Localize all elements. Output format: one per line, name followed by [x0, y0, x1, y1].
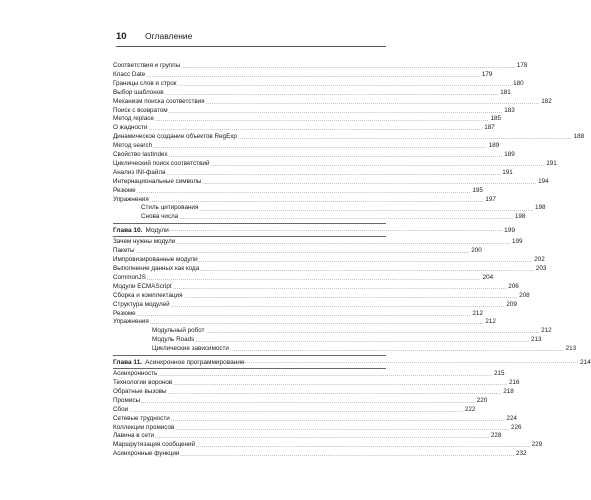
dot-leader: ........................................................................................................................................................................ [244, 359, 579, 366]
entry-title: Асинхронность [113, 370, 158, 378]
running-header [116, 31, 386, 47]
entry-title: Маршрутизация сообщений [113, 441, 195, 449]
toc-entry[interactable] [113, 195, 496, 205]
dot-leader: ........................................................................................................................................................................ [180, 452, 515, 459]
entry-title: Коллекции промисов [113, 423, 175, 431]
entry-page-number: 232 [516, 450, 527, 458]
dot-leader: ........................................................................................................................................................................ [166, 170, 501, 177]
chapter-title: Модули [145, 226, 169, 234]
entry-title: Метод search [113, 142, 153, 150]
entry-page-number: 194 [538, 177, 549, 185]
entry-title: Обратные вызовы [113, 387, 167, 395]
entry-page-number: 198 [514, 213, 526, 221]
toc-chapter[interactable] [113, 355, 591, 369]
entry-title: Метод replace [113, 115, 154, 123]
entry-title: Сбои [113, 405, 129, 413]
entry-title: Циклические зависимости [152, 345, 229, 353]
dot-leader: ........................................................................................................................................................................ [175, 425, 510, 432]
entry-page-number: 199 [511, 238, 523, 246]
entry-page-number: 202 [534, 256, 545, 264]
entry-page-number: 228 [490, 432, 502, 440]
dot-leader: ........................................................................................................................................................................ [136, 188, 471, 195]
entry-title: Модули ECMAScript [113, 282, 172, 290]
entry-page-number: 183 [504, 106, 515, 114]
entry-page-number: 191 [546, 159, 557, 167]
entry-title: Асинхронные функции [113, 450, 180, 458]
entry-title: Динамическое создание объектов RegExp [113, 133, 237, 141]
entry-page-number: 189 [504, 151, 515, 159]
dot-leader: ........................................................................................................................................................................ [181, 64, 516, 70]
entry-page-number: 206 [508, 282, 519, 290]
entry-title: CommonJS [113, 273, 146, 281]
dot-leader: ........................................................................................................................................................................ [179, 215, 514, 222]
dot-leader: ........................................................................................................................................................................ [173, 381, 508, 387]
dot-leader: ........................................................................................................................................................................ [172, 284, 507, 291]
entry-title: Сетевые трудности [113, 414, 170, 422]
toc-entry[interactable] [113, 159, 557, 169]
toc-entry[interactable] [113, 405, 476, 415]
dot-leader: ........................................................................................................................................................................ [237, 135, 573, 142]
toc-entry[interactable] [113, 61, 528, 71]
toc-entry[interactable] [113, 186, 483, 196]
entry-title: Резюме [113, 309, 136, 317]
entry-page-number: 182 [541, 97, 552, 105]
entry-title: Интернациональные символы [113, 177, 202, 185]
entry-title: Соответствия и группы [113, 61, 181, 69]
entry-title: Поиск с возвратом [113, 106, 168, 114]
dot-leader: ........................................................................................................................................................................ [183, 293, 518, 300]
entry-page-number: 179 [481, 70, 493, 78]
toc-entry[interactable] [113, 142, 500, 151]
entry-title: Импровизированные модули [113, 256, 198, 264]
dot-leader: ........................................................................................................................................................................ [148, 126, 483, 133]
dot-leader: ........................................................................................................................................................................ [170, 416, 505, 423]
entry-title: Выбор шаблонов [113, 88, 164, 96]
entry-title: Зачем нужны модули [113, 238, 176, 246]
dot-leader: ........................................................................................................................................................................ [168, 227, 503, 234]
entry-page-number: 180 [513, 79, 524, 87]
toc-entry[interactable] [113, 300, 517, 310]
entry-page-number: 191 [502, 168, 513, 176]
toc-entry[interactable] [113, 238, 523, 247]
dot-leader: ........................................................................................................................................................................ [135, 249, 470, 256]
toc-entry[interactable] [113, 79, 524, 89]
toc-entry[interactable] [113, 450, 527, 459]
toc-chapter[interactable] [113, 223, 515, 237]
toc-entry[interactable] [113, 115, 502, 124]
toc-entry[interactable] [113, 70, 493, 80]
table-of-contents [113, 61, 591, 459]
toc-entry[interactable] [113, 441, 543, 450]
toc-entry[interactable] [113, 273, 494, 283]
entry-page-number: 178 [516, 61, 528, 69]
entry-page-number: 185 [490, 115, 502, 123]
entry-page-number: 212 [472, 309, 483, 317]
dot-leader: ........................................................................................................................................................................ [149, 197, 484, 204]
dot-leader: ........................................................................................................................................................................ [198, 258, 533, 265]
toc-entry[interactable] [113, 282, 519, 292]
chapter-page-number: 199 [504, 226, 515, 234]
dot-leader: ........................................................................................................................................................................ [168, 108, 503, 115]
toc-entry[interactable] [113, 345, 577, 354]
entry-page-number: 204 [482, 273, 494, 281]
dot-leader: ........................................................................................................................................................................ [141, 398, 476, 405]
entry-page-number: 198 [535, 204, 546, 212]
toc-entry[interactable] [113, 106, 515, 116]
toc-entry[interactable] [113, 432, 502, 441]
toc-entry[interactable] [113, 124, 495, 133]
entry-title: Анализ INI-файла [113, 168, 166, 176]
dot-leader: ........................................................................................................................................................................ [146, 72, 481, 79]
toc-entry[interactable] [113, 370, 505, 379]
toc-entry[interactable] [113, 414, 517, 424]
toc-entry[interactable] [113, 168, 513, 178]
toc-entry[interactable] [113, 291, 530, 301]
chapter-number: Глава 10. [113, 226, 143, 234]
toc-entry[interactable] [113, 396, 488, 406]
entry-page-number: 208 [519, 291, 530, 299]
entry-page-number: 212 [541, 327, 552, 335]
entry-page-number: 222 [464, 405, 476, 413]
entry-page-number: 229 [531, 441, 543, 449]
entry-title: Упражнения [113, 195, 149, 203]
dot-leader: ........................................................................................................................................................................ [195, 443, 531, 450]
entry-title: Границы слов и строк [113, 79, 177, 87]
entry-title: Выполнение данных как кода [113, 265, 200, 273]
dot-leader: ........................................................................................................................................................................ [177, 81, 512, 88]
toc-entry[interactable] [113, 336, 542, 345]
entry-title: О жадности [113, 124, 148, 132]
entry-title: Свойство lastIndex [113, 151, 168, 159]
entry-page-number: 200 [471, 247, 482, 255]
dot-leader: ........................................................................................................................................................................ [205, 329, 540, 336]
toc-entry[interactable] [113, 133, 585, 142]
toc-entry[interactable] [113, 327, 552, 336]
dot-leader: ........................................................................................................................................................................ [155, 434, 490, 441]
entry-page-number: 197 [485, 195, 496, 203]
entry-page-number: 213 [565, 345, 577, 353]
entry-title: Структура модулей [113, 300, 170, 308]
toc-entry[interactable] [113, 177, 549, 187]
dot-leader: ........................................................................................................................................................................ [170, 302, 505, 309]
dot-leader: ........................................................................................................................................................................ [199, 206, 534, 213]
entry-page-number: 187 [484, 124, 495, 132]
entry-page-number: 220 [476, 396, 488, 404]
chapter-page-number: 214 [579, 358, 591, 366]
toc-entry[interactable] [113, 88, 511, 98]
dot-leader: ........................................................................................................................................................................ [149, 320, 484, 327]
toc-entry[interactable] [113, 423, 522, 433]
entry-page-number: 212 [485, 318, 496, 326]
dot-leader: ........................................................................................................................................................................ [210, 161, 545, 168]
dot-leader: ........................................................................................................................................................................ [176, 240, 511, 247]
entry-title: Снова числа [141, 213, 179, 221]
running-title: Оглавление [145, 31, 193, 41]
dot-leader: ........................................................................................................................................................................ [205, 99, 540, 106]
dot-leader: ........................................................................................................................................................................ [164, 90, 499, 97]
entry-title: Класс Date [113, 70, 146, 78]
entry-page-number: 216 [508, 378, 520, 386]
toc-entry[interactable] [113, 378, 520, 388]
entry-page-number: 188 [573, 133, 585, 141]
dot-leader: ........................................................................................................................................................................ [229, 347, 565, 354]
toc-entry[interactable] [113, 97, 552, 107]
entry-title: Резюме [113, 186, 136, 194]
entry-title: Промисы [113, 396, 141, 404]
dot-leader: ........................................................................................................................................................................ [200, 267, 535, 274]
dot-leader: ........................................................................................................................................................................ [202, 179, 537, 186]
toc-entry[interactable] [113, 387, 514, 397]
dot-leader: ........................................................................................................................................................................ [167, 389, 502, 396]
dot-leader: ........................................................................................................................................................................ [168, 153, 503, 160]
entry-page-number: 209 [506, 300, 517, 308]
chapter-title: Асинхронное программирование [145, 358, 245, 366]
entry-page-number: 203 [535, 265, 547, 273]
entry-title: Механизм поиска соответствия [113, 97, 205, 105]
toc-entry[interactable] [113, 213, 526, 222]
dot-leader: ........................................................................................................................................................................ [154, 117, 490, 124]
entry-title: Стиль цитирования [141, 204, 199, 212]
toc-entry[interactable] [113, 247, 482, 256]
dot-leader: ........................................................................................................................................................................ [146, 275, 482, 282]
entry-title: Упражнения [113, 318, 149, 326]
entry-page-number: 224 [506, 414, 517, 422]
toc-entry[interactable] [113, 151, 515, 160]
chapter-number: Глава 11. [113, 358, 143, 366]
entry-title: Сборка и комплектация [113, 291, 183, 299]
dot-leader: ........................................................................................................................................................................ [153, 144, 488, 151]
entry-page-number: 215 [493, 370, 505, 378]
entry-page-number: 213 [530, 336, 542, 344]
entry-title: Пакеты [113, 247, 135, 255]
entry-page-number: 189 [488, 142, 500, 150]
entry-page-number: 218 [503, 387, 514, 395]
entry-title: Лавина в сети [113, 432, 155, 440]
toc-entry[interactable] [113, 256, 545, 265]
entry-title: Модульный робот [152, 327, 205, 335]
dot-leader: ........................................................................................................................................................................ [129, 407, 464, 414]
dot-leader: ........................................................................................................................................................................ [195, 338, 530, 345]
page-number: 10 [116, 31, 127, 42]
entry-page-number: 195 [472, 186, 483, 194]
toc-entry[interactable] [113, 265, 547, 274]
entry-page-number: 226 [511, 423, 522, 431]
entry-title: Технологии воронов [113, 378, 173, 386]
toc-entry[interactable] [113, 309, 483, 319]
entry-title: Модуль Roads [152, 336, 195, 344]
toc-entry[interactable] [113, 204, 546, 214]
entry-title: Циклический поиск соответствий [113, 159, 210, 167]
dot-leader: ........................................................................................................................................................................ [136, 311, 471, 318]
dot-leader: ........................................................................................................................................................................ [158, 372, 493, 379]
entry-page-number: 181 [500, 88, 511, 96]
